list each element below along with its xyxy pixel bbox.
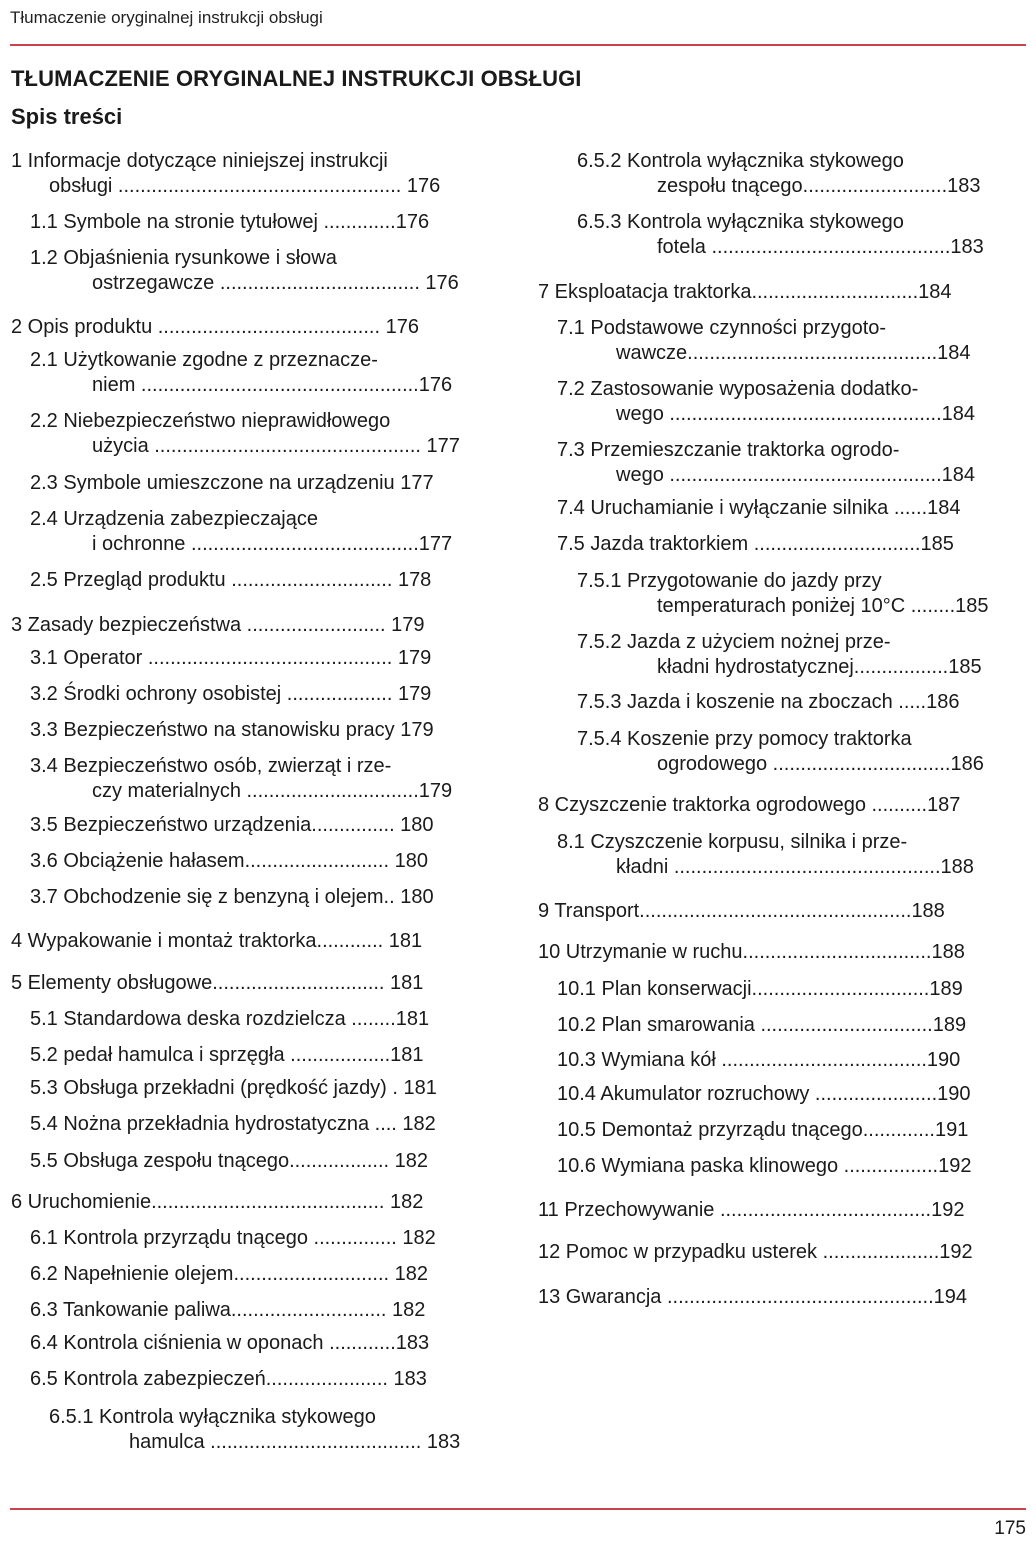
toc-entry-3: 3 Zasady bezpieczeństwa ......................... 179 xyxy=(11,614,425,636)
toc-entry-3-6: 3.6 Obciążenie hałasem.......................... 180 xyxy=(30,850,428,872)
toc-entry-5-1: 5.1 Standardowa deska rozdzielcza ........181 xyxy=(30,1008,430,1030)
toc-entry-12: 12 Pomoc w przypadku usterek .....................192 xyxy=(538,1241,973,1263)
toc-entry-5: 5 Elementy obsługowe............................... 181 xyxy=(11,972,424,994)
toc-entry-7: 7 Eksploatacja traktorka..............................184 xyxy=(538,281,952,303)
header-rule xyxy=(10,44,1026,46)
toc-entry-3-2: 3.2 Środki ochrony osobistej ................... 179 xyxy=(30,683,432,705)
toc-entry-2-5: 2.5 Przegląd produktu ............................. 178 xyxy=(30,569,432,591)
toc-heading: Spis treści xyxy=(11,104,123,129)
toc-entry-10-3: 10.3 Wymiana kół .....................................190 xyxy=(557,1049,961,1071)
toc-entry-7-3: 7.3 Przemieszczanie traktorka ogrodo- wego .................................................184 xyxy=(557,439,976,486)
toc-entry-3-3: 3.3 Bezpieczeństwo na stanowisku pracy 179 xyxy=(30,719,434,741)
toc-entry-13: 13 Gwarancja ................................................194 xyxy=(538,1286,968,1308)
toc-entry-7-4: 7.4 Uruchamianie i wyłączanie silnika ......184 xyxy=(557,497,961,519)
toc-entry-5-2: 5.2 pedał hamulca i sprzęgła ..................181 xyxy=(30,1044,424,1066)
page-number: 175 xyxy=(994,1518,1026,1539)
toc-entry-5-3: 5.3 Obsługa przekładni (prędkość jazdy) . 181 xyxy=(30,1077,437,1099)
toc-entry-7-5-2: 7.5.2 Jazda z użyciem nożnej prze- kładni hydrostatycznej.................185 xyxy=(577,631,982,678)
toc-entry-7-5: 7.5 Jazda traktorkiem ..............................185 xyxy=(557,533,954,555)
toc-entry-6-5: 6.5 Kontrola zabezpieczeń...................... 183 xyxy=(30,1368,427,1390)
toc-entry-7-5-4: 7.5.4 Koszenie przy pomocy traktorka ogrodowego ................................186 xyxy=(577,728,984,775)
toc-entry-10-5: 10.5 Demontaż przyrządu tnącego.............191 xyxy=(557,1119,969,1141)
toc-entry-10: 10 Utrzymanie w ruchu..................................188 xyxy=(538,941,965,963)
toc-entry-9: 9 Transport.................................................188 xyxy=(538,900,945,922)
toc-entry-7-5-1: 7.5.1 Przygotowanie do jazdy przy temperaturach poniżej 10°C ........185 xyxy=(577,570,989,617)
toc-entry-6: 6 Uruchomienie.......................................... 182 xyxy=(11,1191,424,1213)
toc-entry-2: 2 Opis produktu ........................................ 176 xyxy=(11,316,419,338)
toc-entry-6-2: 6.2 Napełnienie olejem............................ 182 xyxy=(30,1263,428,1285)
toc-entry-2-1: 2.1 Użytkowanie zgodne z przeznacze- niem ..................................................176 xyxy=(30,349,453,396)
toc-entry-2-4: 2.4 Urządzenia zabezpieczające i ochronne .........................................177 xyxy=(30,508,453,555)
toc-entry-6-1: 6.1 Kontrola przyrządu tnącego ............... 182 xyxy=(30,1227,436,1249)
toc-entry-1-1: 1.1 Symbole na stronie tytułowej .............176 xyxy=(30,211,430,233)
footer-rule xyxy=(10,1508,1026,1510)
toc-entry-6-5-2: 6.5.2 Kontrola wyłącznika stykowego zespołu tnącego..........................183 xyxy=(577,150,981,197)
toc-entry-6-5-1: 6.5.1 Kontrola wyłącznika stykowego hamulca ...................................... 183 xyxy=(49,1406,461,1453)
toc-entry-10-1: 10.1 Plan konserwacji................................189 xyxy=(557,978,963,1000)
toc-entry-8: 8 Czyszczenie traktorka ogrodowego ..........187 xyxy=(538,794,961,816)
toc-entry-3-7: 3.7 Obchodzenie się z benzyną i olejem.. 180 xyxy=(30,886,434,908)
toc-entry-4: 4 Wypakowanie i montaż traktorka............ 181 xyxy=(11,930,423,952)
toc-entry-10-2: 10.2 Plan smarowania ...............................189 xyxy=(557,1014,967,1036)
toc-entry-10-4: 10.4 Akumulator rozruchowy ......................190 xyxy=(557,1083,971,1105)
toc-entry-1-2: 1.2 Objaśnienia rysunkowe i słowa ostrzegawcze .................................... 176 xyxy=(30,247,459,294)
toc-entry-3-1: 3.1 Operator ............................................ 179 xyxy=(30,647,432,669)
toc-entry-2-3: 2.3 Symbole umieszczone na urządzeniu 177 xyxy=(30,472,434,494)
toc-entry-7-1: 7.1 Podstawowe czynności przygoto- wawcze.............................................184 xyxy=(557,317,971,364)
toc-entry-3-5: 3.5 Bezpieczeństwo urządzenia............... 180 xyxy=(30,814,434,836)
toc-entry-5-4: 5.4 Nożna przekładnia hydrostatyczna .... 182 xyxy=(30,1113,436,1135)
running-header: Tłumaczenie oryginalnej instrukcji obsługi xyxy=(10,8,323,27)
toc-entry-1: 1 Informacje dotyczące niniejszej instrukcji obsługi ................................................... 176 xyxy=(11,150,441,197)
toc-entry-6-3: 6.3 Tankowanie paliwa............................ 182 xyxy=(30,1299,426,1321)
toc-entry-3-4: 3.4 Bezpieczeństwo osób, zwierząt i rze- czy materialnych ...............................179 xyxy=(30,755,453,802)
toc-entry-8-1: 8.1 Czyszczenie korpusu, silnika i prze- kładni ................................................188 xyxy=(557,831,974,878)
toc-entry-2-2: 2.2 Niebezpieczeństwo nieprawidłowego użycia ................................................ 177 xyxy=(30,410,460,457)
toc-entry-7-5-3: 7.5.3 Jazda i koszenie na zboczach .....186 xyxy=(577,691,960,713)
toc-entry-6-5-3: 6.5.3 Kontrola wyłącznika stykowego fotela ...........................................183 xyxy=(577,211,984,258)
toc-entry-10-6: 10.6 Wymiana paska klinowego .................192 xyxy=(557,1155,972,1177)
toc-entry-7-2: 7.2 Zastosowanie wyposażenia dodatko- wego .................................................184 xyxy=(557,378,976,425)
toc-entry-5-5: 5.5 Obsługa zespołu tnącego.................. 182 xyxy=(30,1150,429,1172)
toc-entry-6-4: 6.4 Kontrola ciśnienia w oponach ............183 xyxy=(30,1332,430,1354)
document-title: TŁUMACZENIE ORYGINALNEJ INSTRUKCJI OBSŁUGI xyxy=(11,66,582,91)
toc-entry-11: 11 Przechowywanie ......................................192 xyxy=(538,1199,965,1221)
